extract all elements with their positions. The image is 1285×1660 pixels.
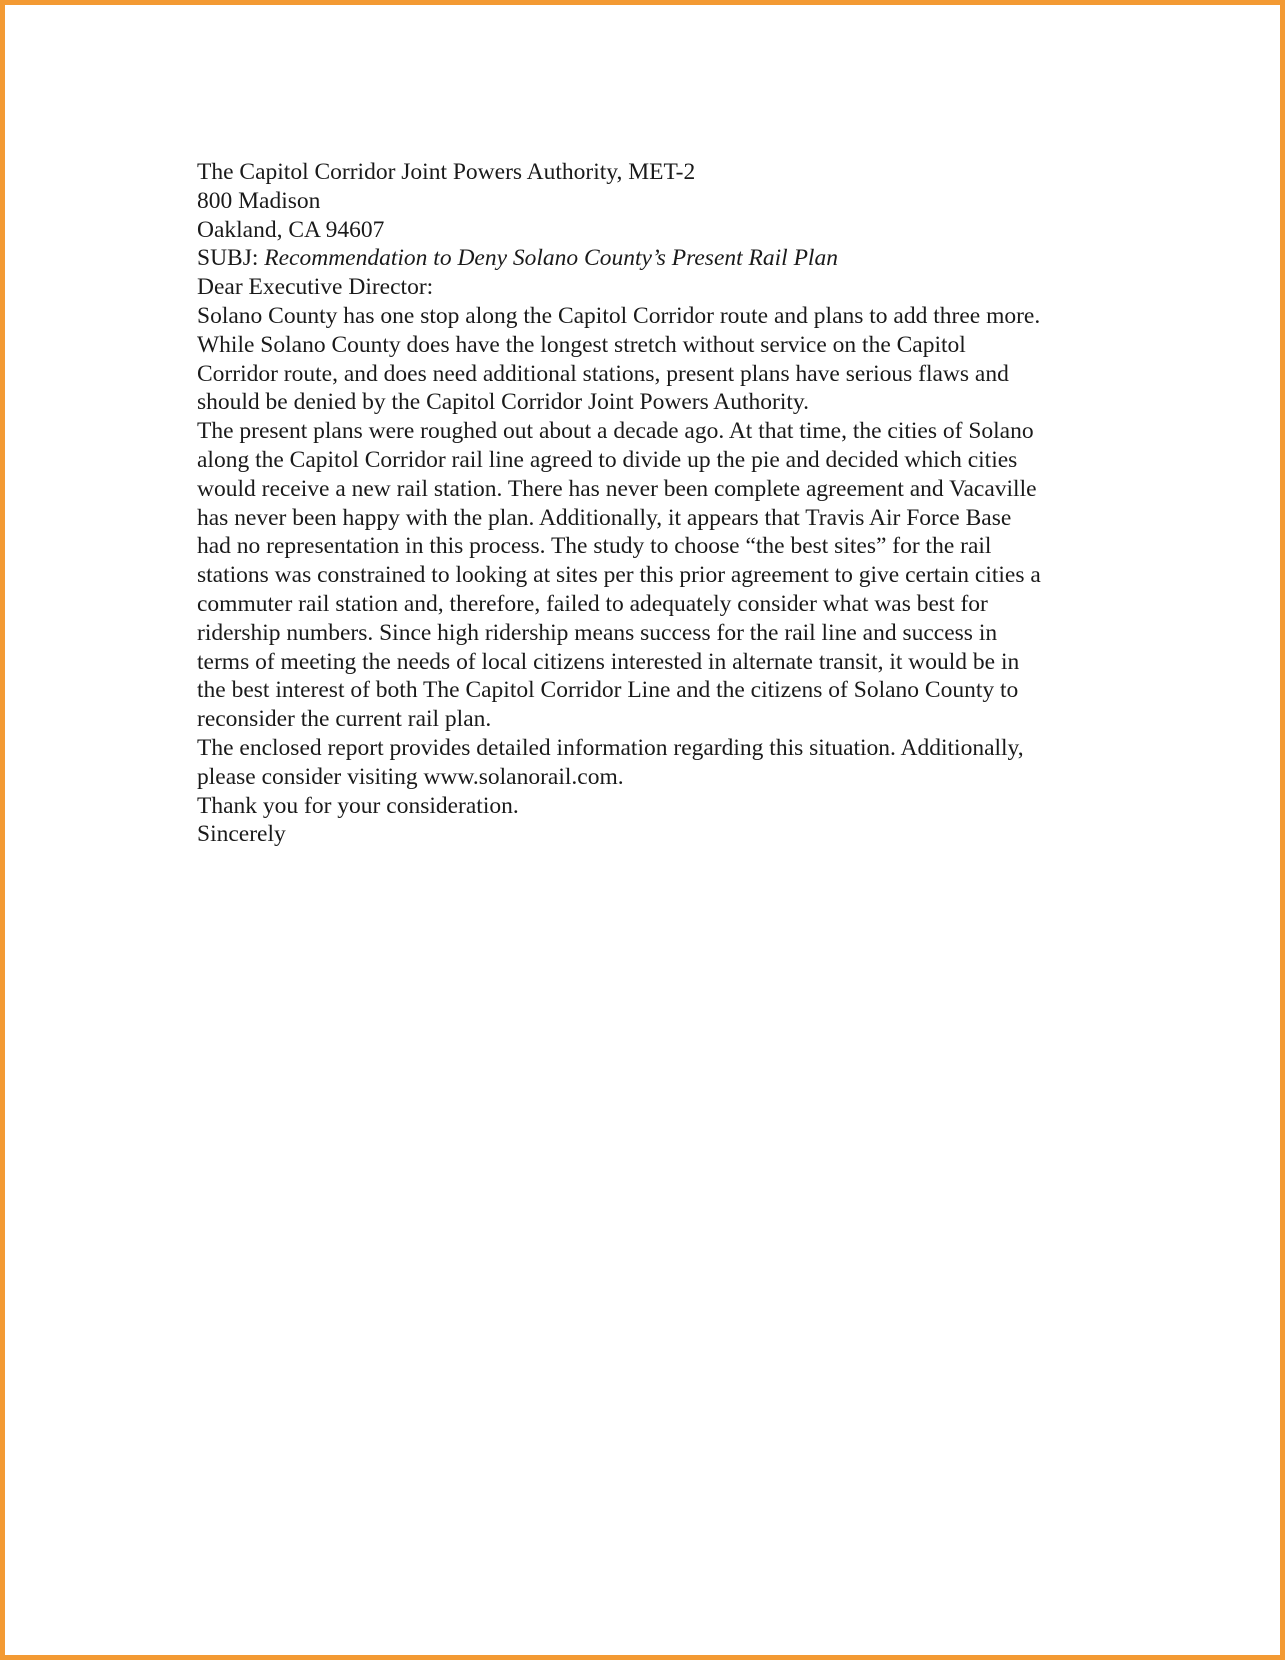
closing: Sincerely [197,821,286,848]
recipient-line-3: Oakland, CA 94607 [197,216,385,243]
recipient-line-1: The Capitol Corridor Joint Powers Authority, MET-2 [197,159,696,185]
paragraph-line: along the Capitol Corridor rail line agreed to divide up the pie and decided which cities [197,446,1018,473]
salutation: Dear Executive Director: [197,274,434,301]
recipient-address [197,158,1127,244]
paragraph-line: stations was constrained to looking at sites per this prior agreement to give certain cities a [197,562,1041,589]
paragraph-2 [197,417,1127,734]
thanks-line: Thank you for your consideration. [197,792,519,819]
paragraph-line: The enclosed report provides detailed information regarding this situation. Additionally, [197,734,1024,761]
paragraph-line: the best interest of both The Capitol Corridor Line and the citizens of Solano County to [197,677,1019,704]
subject-text: Recommendation to Deny Solano County’s Present Rail Plan [264,245,838,272]
paragraph-line: has never been happy with the plan. Additionally, it appears that Travis Air Force Base [197,504,1012,531]
paragraph-line: The present plans were roughed out about a decade ago. At that time, the cities of Solano [197,418,1034,445]
paragraph-line: please consider visiting www.solanorail.com. [197,763,624,790]
letter-body [197,158,1127,849]
paragraph-line: should be denied by the Capitol Corridor Joint Powers Authority. [197,389,810,416]
subject-line [197,244,1127,273]
paragraph-3 [197,734,1127,792]
paragraph-line: ridership numbers. Since high ridership means success for the rail line and success in [197,619,998,646]
paragraph-line: terms of meeting the needs of local citizens interested in alternate transit, it would be in [197,648,1020,675]
paragraph-line: Corridor route, and does need additional stations, present plans have serious flaws and [197,360,1009,387]
paragraph-line: Solano County has one stop along the Capitol Corridor route and plans to add three more. [197,302,1041,329]
recipient-line-2: 800 Madison [197,187,321,214]
paragraph-line: would receive a new rail station. There has never been complete agreement and Vacaville [197,475,1037,502]
paragraph-line: reconsider the current rail plan. [197,706,492,733]
subject-prefix: SUBJ: [197,245,265,272]
paragraph-1 [197,302,1127,417]
paragraph-line: commuter rail station and, therefore, failed to adequately consider what was best for [197,590,988,617]
paragraph-line: had no representation in this process. The study to choose “the best sites” for the rail [197,533,992,560]
paragraph-line: While Solano County does have the longest stretch without service on the Capitol [197,331,966,358]
